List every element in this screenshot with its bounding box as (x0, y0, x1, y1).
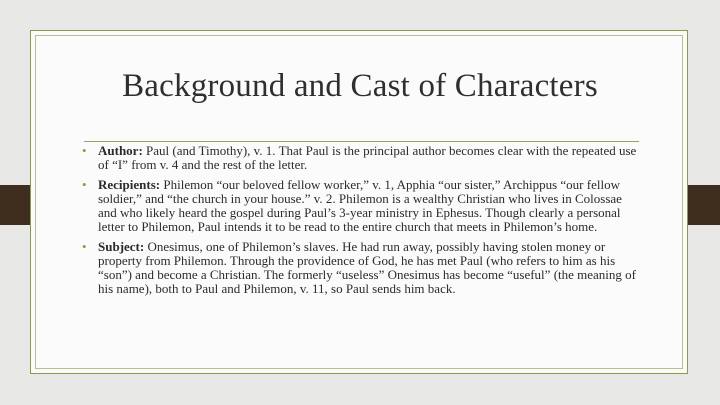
bullet-text-subject: Onesimus, one of Philemon’s slaves. He had run away, possibly having stolen money or property from Philemon. Through the providence of God, he has met Paul (who refers to him as his “son”) and become a Christian. The formerly “useless” Onesimus has become “useful” (the meaning of his name), both to Paul and Philemon, v. 11, so Paul sends him back. (98, 239, 636, 296)
bullet-icon: • (82, 143, 87, 158)
bullet-label-subject: Subject: (98, 239, 145, 254)
bullet-item-recipients (82, 178, 642, 234)
bullet-list (82, 144, 642, 302)
bullet-icon: • (82, 177, 87, 192)
right-tab-decoration (683, 185, 720, 225)
bullet-text-author: Paul (and Timothy), v. 1. That Paul is the principal author becomes clear with the repeated use of “I” from v. 4 and the rest of the letter. (98, 143, 637, 172)
bullet-text-recipients: Philemon “our beloved fellow worker,” v. 1, Apphia “our sister,” Archippus “our fellow soldier,” and “the church in your house.” v. 2. Philemon is a wealthy Christian who lives in Colossae and who likely heard the gospel during Paul’s 3-year ministry in Ephesus. Though clearly a personal letter to Philemon, Paul intends it to be read to the entire church that meets in Philemon’s home. (98, 177, 622, 234)
bullet-icon: • (82, 239, 87, 254)
bullet-label-author: Author: (98, 143, 143, 158)
bullet-label-recipients: Recipients: (98, 177, 161, 192)
title-divider (84, 141, 639, 142)
slide-title: Background and Cast of Characters (122, 68, 598, 104)
bullet-item-author (82, 144, 642, 172)
bullet-item-subject (82, 240, 642, 296)
